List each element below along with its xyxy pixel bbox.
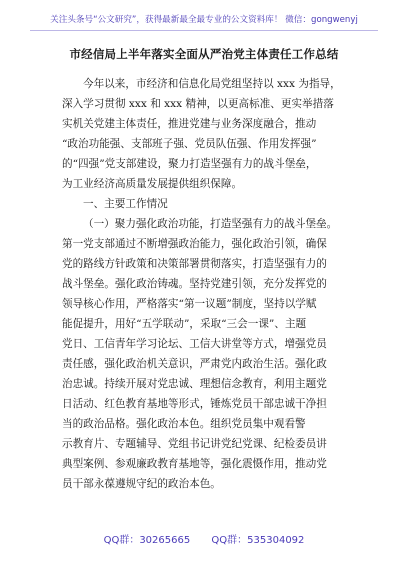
text-line: 为工业经济高质量发展提供组织保障。 (62, 178, 243, 190)
text-line: 责任感，强化政治机关意识，严肃党内政治生活。强化政 (62, 358, 327, 370)
text-line: 深入学习贯彻 xxx 和 xxx 精神，以更高标准、更实举措落 (62, 98, 334, 110)
qq-group-1: QQ群：30265665 (103, 535, 191, 546)
text-line: 员干部永葆遵规守纪的政治本色。 (62, 478, 221, 490)
document-body (62, 74, 354, 494)
document-title: 市经信局上半年落实全面从严治党主体责任工作总结 (69, 47, 339, 61)
footer-contact (0, 534, 408, 548)
paragraph-section-1 (62, 214, 354, 494)
text-line: 示教育片、专题辅导、党组书记讲党纪党课、纪检委员讲 (62, 438, 327, 450)
text-line: 实机关党建主体责任，推进党建与业务深度融合，推动 (62, 118, 317, 130)
text-line: 党日、工信青年学习论坛、工信大讲堂等方式，增强党员 (62, 338, 327, 350)
text-line: 第一党支部通过不断增强政治能力，强化政治引领，确保 (62, 238, 327, 250)
text-line: 领导核心作用，严格落实“第一议题”制度，坚持以学赋 (62, 298, 317, 310)
text-line: （一）聚力强化政治功能，打造坚强有力的战斗堡垒。 (83, 218, 338, 230)
text-line: “政治功能强、支部班子强、党员队伍强、作用发挥强” (62, 138, 317, 150)
text-line: 今年以来，市经济和信息化局党组坚持以 xxx 为指导， (83, 78, 341, 90)
qq-group-2: QQ群：535304092 (211, 535, 305, 546)
text-line: 党的路线方针政策和决策部署贯彻落实，打造坚强有力的 (62, 258, 327, 270)
text-line: 战斗堡垒。强化政治铸魂。坚持党建引领，充分发挥党的 (62, 278, 327, 290)
header-divider (30, 30, 378, 31)
text-line: 典型案例、参观廉政教育基地等，强化震慑作用，推动党 (62, 458, 327, 470)
section-heading (62, 194, 354, 214)
heading-line: 一、主要工作情况 (83, 198, 168, 210)
text-line: 能促提升，用好“五学联动”，采取“三会一课”、主题 (62, 318, 307, 330)
text-line: 治忠诚。持续开展对党忠诚、理想信念教育，利用主题党 (62, 378, 327, 390)
paragraph-intro (62, 74, 354, 194)
header-banner: 关注头条号“公文研究”，获得最新最全最专业的公文资料库！ 微信：gongwenyj (50, 15, 358, 25)
text-line: 日活动、红色教育基地等形式，锤炼党员干部忠诚干净担 (62, 398, 327, 410)
text-line: 的“四强”党支部建设，聚力打造坚强有力的战斗堡垒， (62, 158, 317, 170)
text-line: 当的政治品格。强化政治本色。组织党员集中观看警 (62, 418, 306, 430)
